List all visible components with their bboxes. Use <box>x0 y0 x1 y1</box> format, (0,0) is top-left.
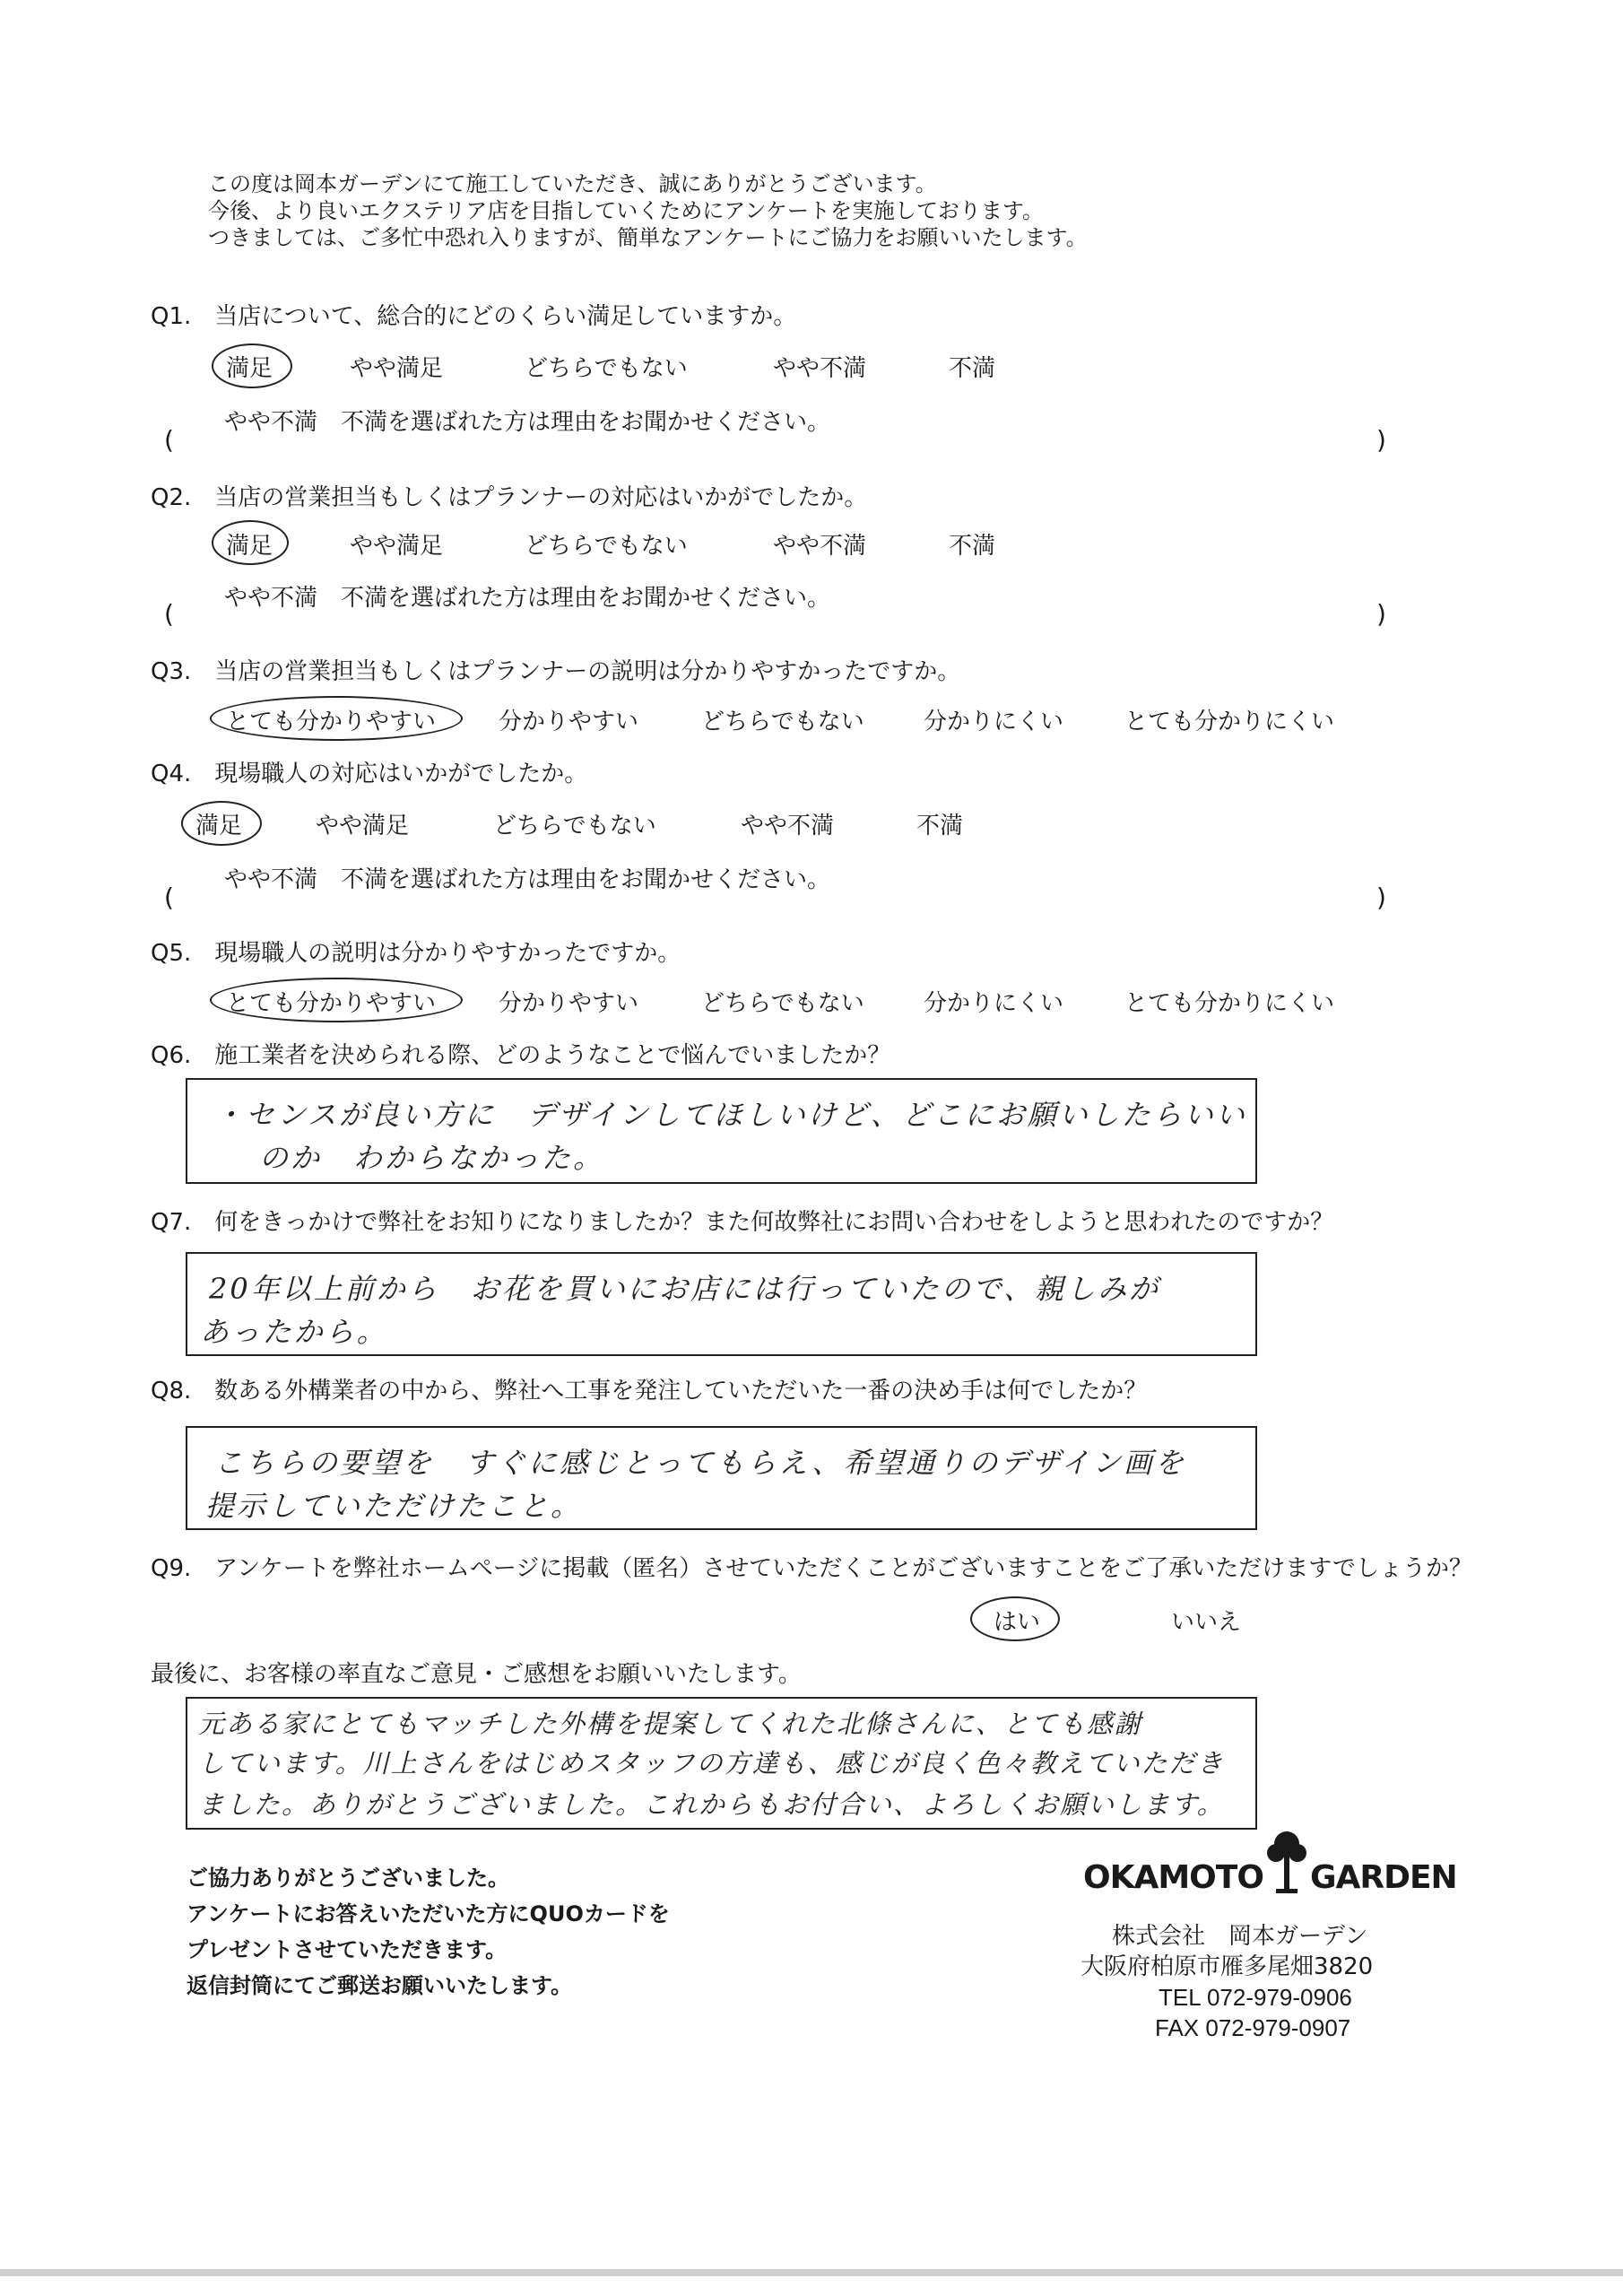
intro-line-3: つきましては、ご多忙中恐れ入りますが、簡単なアンケートにご協力をお願いいたします。 <box>208 225 1088 250</box>
final-comment-line-2: しています。川上さんをはじめスタッフの方達も、感じが良く色々教えていただき <box>198 1748 1225 1779</box>
q3-option-clear[interactable]: 分かりやすい <box>499 709 639 735</box>
q1-reason-close-paren: ) <box>1376 425 1386 455</box>
scan-edge-line <box>0 2269 1623 2276</box>
q6-label: Q6. 施工業者を決められる際、どのようなことで悩んでいましたか？ <box>151 1042 891 1069</box>
q2-label: Q2. 当店の営業担当もしくはプランナーの対応はいかがでしたか。 <box>151 484 868 511</box>
q9-option-no[interactable]: いいえ <box>1171 1609 1242 1636</box>
q5-label: Q5. 現場職人の説明は分かりやすかったですか。 <box>151 940 681 967</box>
q2-option-somewhat-satisfied[interactable]: やや満足 <box>350 533 444 560</box>
logo-text-okamoto: OKAMOTO <box>1083 1859 1263 1896</box>
q4-option-neutral[interactable]: どちらでもない <box>493 813 656 839</box>
q4-option-satisfied[interactable]: 満足 <box>195 813 243 839</box>
q7-label: Q7. 何をきっかけで弊社をお知りになりましたか？また何故弊社にお問い合わせをしようと思われたのですか？ <box>151 1209 1334 1236</box>
q1-reason-prompt: やや不満 不満を選ばれた方は理由をお聞かせください。 <box>224 409 831 436</box>
q2-reason-prompt: やや不満 不満を選ばれた方は理由をお聞かせください。 <box>224 585 831 612</box>
q2-option-neutral[interactable]: どちらでもない <box>525 533 688 560</box>
q1-option-neutral[interactable]: どちらでもない <box>525 355 688 382</box>
q5-option-neutral[interactable]: どちらでもない <box>701 990 864 1017</box>
intro-line-1: この度は岡本ガーデンにて施工していただき、誠にありがとうございます。 <box>208 171 937 196</box>
q3-option-unclear[interactable]: 分かりにくい <box>924 709 1064 735</box>
q6-answer-box[interactable] <box>186 1078 1257 1184</box>
q2-option-somewhat-dissatisfied[interactable]: やや不満 <box>773 533 867 560</box>
q4-option-somewhat-dissatisfied[interactable]: やや不満 <box>741 813 835 839</box>
footer-thanks: ご協力ありがとうございました。 <box>187 1866 509 1891</box>
footer-return-envelope: 返信封筒にてご郵送お願いいたします。 <box>187 1973 573 1998</box>
q7-answer-line-1: 20年以上前から お花を買いにお店には行っていたので、親しみが <box>209 1272 1161 1306</box>
q5-option-very-clear[interactable]: とても分かりやすい <box>226 990 437 1017</box>
logo-text-garden: GARDEN <box>1309 1859 1457 1896</box>
q5-option-clear[interactable]: 分かりやすい <box>499 990 639 1017</box>
q5-option-unclear[interactable]: 分かりにくい <box>924 990 1064 1017</box>
q8-answer-line-1: こちらの要望を すぐに感じとってもらえ、希望通りのデザイン画を <box>214 1446 1187 1480</box>
tree-icon <box>1265 1830 1308 1896</box>
company-name: 株式会社 岡本ガーデン <box>1112 1923 1368 1950</box>
final-comment-line-3: ました。ありがとうございました。これからもお付合い、よろしくお願いします。 <box>198 1789 1225 1820</box>
q7-answer-box[interactable] <box>186 1252 1257 1356</box>
q5-option-very-unclear[interactable]: とても分かりにくい <box>1124 990 1335 1017</box>
q1-option-somewhat-dissatisfied[interactable]: やや不満 <box>773 355 867 382</box>
q3-label: Q3. 当店の営業担当もしくはプランナーの説明は分かりやすかったですか。 <box>151 658 961 685</box>
q3-option-neutral[interactable]: どちらでもない <box>701 709 864 735</box>
q8-answer-line-2: 提示していただけたこと。 <box>205 1489 583 1523</box>
q4-option-dissatisfied[interactable]: 不満 <box>916 813 964 839</box>
q1-label: Q1. 当店について、総合的にどのくらい満足していますか。 <box>151 303 797 330</box>
q4-reason-prompt: やや不満 不満を選ばれた方は理由をお聞かせください。 <box>224 866 831 893</box>
q4-reason-open-paren: ( <box>164 883 174 912</box>
q4-option-somewhat-satisfied[interactable]: やや満足 <box>316 813 410 839</box>
okamoto-garden-logo <box>1083 1830 1457 1896</box>
q2-option-satisfied[interactable]: 満足 <box>226 533 273 560</box>
company-address: 大阪府柏原市雁多尾畑3820 <box>1081 1953 1374 1980</box>
q7-answer-line-2: あったから。 <box>200 1315 388 1349</box>
q2-option-dissatisfied[interactable]: 不満 <box>949 533 996 560</box>
footer-present: プレゼントさせていただきます。 <box>187 1937 508 1962</box>
final-comment-line-1: 元ある家にとてもマッチした外構を提案してくれた北條さんに、とても感謝 <box>198 1709 1142 1739</box>
q1-option-dissatisfied[interactable]: 不満 <box>949 355 996 382</box>
q4-label: Q4. 現場職人の対応はいかがでしたか。 <box>151 761 588 787</box>
intro-line-2: 今後、より良いエクステリア店を目指していくためにアンケートを実施しております。 <box>208 198 1044 223</box>
q2-reason-open-paren: ( <box>164 599 174 629</box>
q3-option-very-unclear[interactable]: とても分かりにくい <box>1124 709 1335 735</box>
q6-answer-line-2: のか わからなかった。 <box>259 1141 605 1175</box>
company-fax: FAX 072-979-0907 <box>1155 2014 1351 2041</box>
q1-reason-open-paren: ( <box>164 425 174 455</box>
q3-option-very-clear[interactable]: とても分かりやすい <box>226 709 437 735</box>
final-comment-box[interactable] <box>186 1697 1257 1830</box>
q8-label: Q8. 数ある外構業者の中から、弊社へ工事を発注していただいた一番の決め手は何でしたか？ <box>151 1378 1148 1405</box>
q1-option-somewhat-satisfied[interactable]: やや満足 <box>350 355 444 382</box>
q6-answer-line-1: ・センスが良い方に デザインしてほしいけど、どこにお願いしたらいい <box>214 1098 1247 1132</box>
company-tel: TEL 072-979-0906 <box>1159 1984 1352 2011</box>
q4-reason-close-paren: ) <box>1376 883 1386 912</box>
q2-reason-close-paren: ) <box>1376 599 1386 629</box>
q1-option-satisfied[interactable]: 満足 <box>226 355 273 382</box>
final-comment-label: 最後に、お客様の率直なご意見・ご感想をお願いいたします。 <box>151 1661 802 1688</box>
q9-option-yes[interactable]: はい <box>994 1609 1041 1636</box>
footer-quo-card: アンケートにお答えいただいた方にQUOカードを <box>187 1901 670 1926</box>
q8-answer-box[interactable] <box>186 1426 1257 1530</box>
q9-label: Q9. アンケートを弊社ホームページに掲載（匿名）させていただくことがございますことをご了承いただけますでしょうか？ <box>151 1555 1472 1582</box>
